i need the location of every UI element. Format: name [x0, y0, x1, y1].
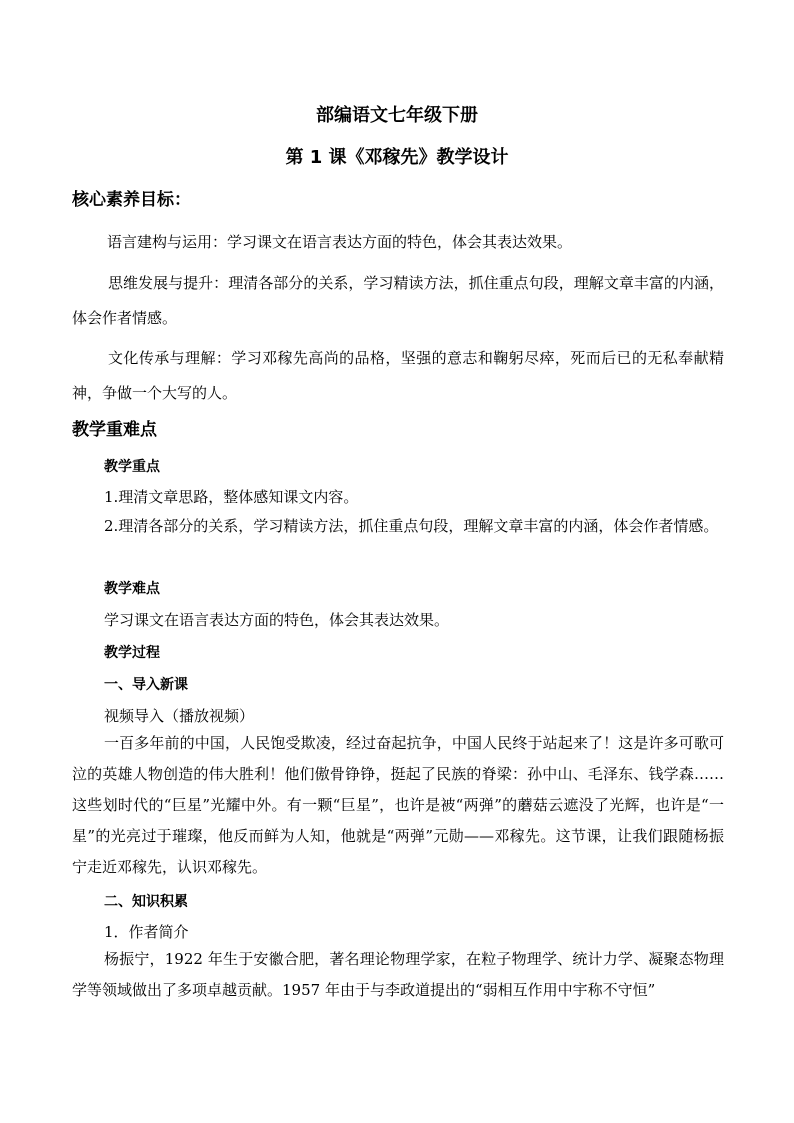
goal-thinking: 思维发展与提升：理清各部分的关系，学习精读方法，抓住重点句段，理解文章丰富的内涵，体会作者情感。: [72, 274, 724, 327]
intro-paragraph: 一百多年前的中国，人民饱受欺凌，经过奋起抗争，中国人民终于站起来了！这是许多可歌可泣的英雄人物创造的伟大胜利！他们傲骨铮铮，挺起了民族的脊梁：孙中山、毛泽东、钱学森……这些划时代的“巨星”光耀中外。有一颗“巨星”，也许是被“两弹”的蘑菇云遮没了光辉，也许是“一星”的光亮过于璀璨，他反而鲜为人知，他就是“两弹”元勋——邓稼先。这节课，让我们跟随杨振宁走近邓稼先，认识邓稼先。: [72, 734, 724, 876]
process-heading: 教学过程: [104, 645, 160, 661]
document-title: 部编语文七年级下册: [316, 105, 478, 126]
author-paragraph: 杨振宁，1922 年生于安徽合肥，著名理论物理学家，在粒子物理学、统计力学、凝聚态物理学等领域做出了多项卓越贡献。1957 年由于与李政道提出的“弱相互作用中宇称不守恒”: [72, 950, 724, 999]
goals-heading: 核心素养目标：: [72, 190, 191, 210]
part2-heading: 二、知识积累: [104, 894, 188, 910]
author-heading: 1．作者简介: [104, 923, 189, 941]
focus-item-1: 1.理清文章思路，整体感知课文内容。: [104, 488, 359, 506]
difficulty-heading: 教学重难点: [72, 420, 157, 440]
hard-item-1: 学习课文在语言表达方面的特色，体会其表达效果。: [104, 611, 450, 629]
focus-heading: 教学重点: [104, 459, 160, 475]
goal-language: 语言建构与运用：学习课文在语言表达方面的特色，体会其表达效果。: [107, 233, 573, 251]
focus-item-2: 2.理清各部分的关系，学习精读方法，抓住重点句段，理解文章丰富的内涵，体会作者情感。: [104, 517, 719, 535]
goal-culture: 文化传承与理解：学习邓稼先高尚的品格，坚强的意志和鞠躬尽瘁，死而后已的无私奉献精神，争做一个大写的人。: [72, 349, 724, 402]
part1-heading: 一、导入新课: [104, 677, 188, 693]
hard-heading: 教学难点: [104, 581, 160, 597]
video-intro-line: 视频导入（播放视频）: [104, 707, 255, 725]
lesson-title: 第 1 课《邓稼先》教学设计: [285, 147, 509, 168]
